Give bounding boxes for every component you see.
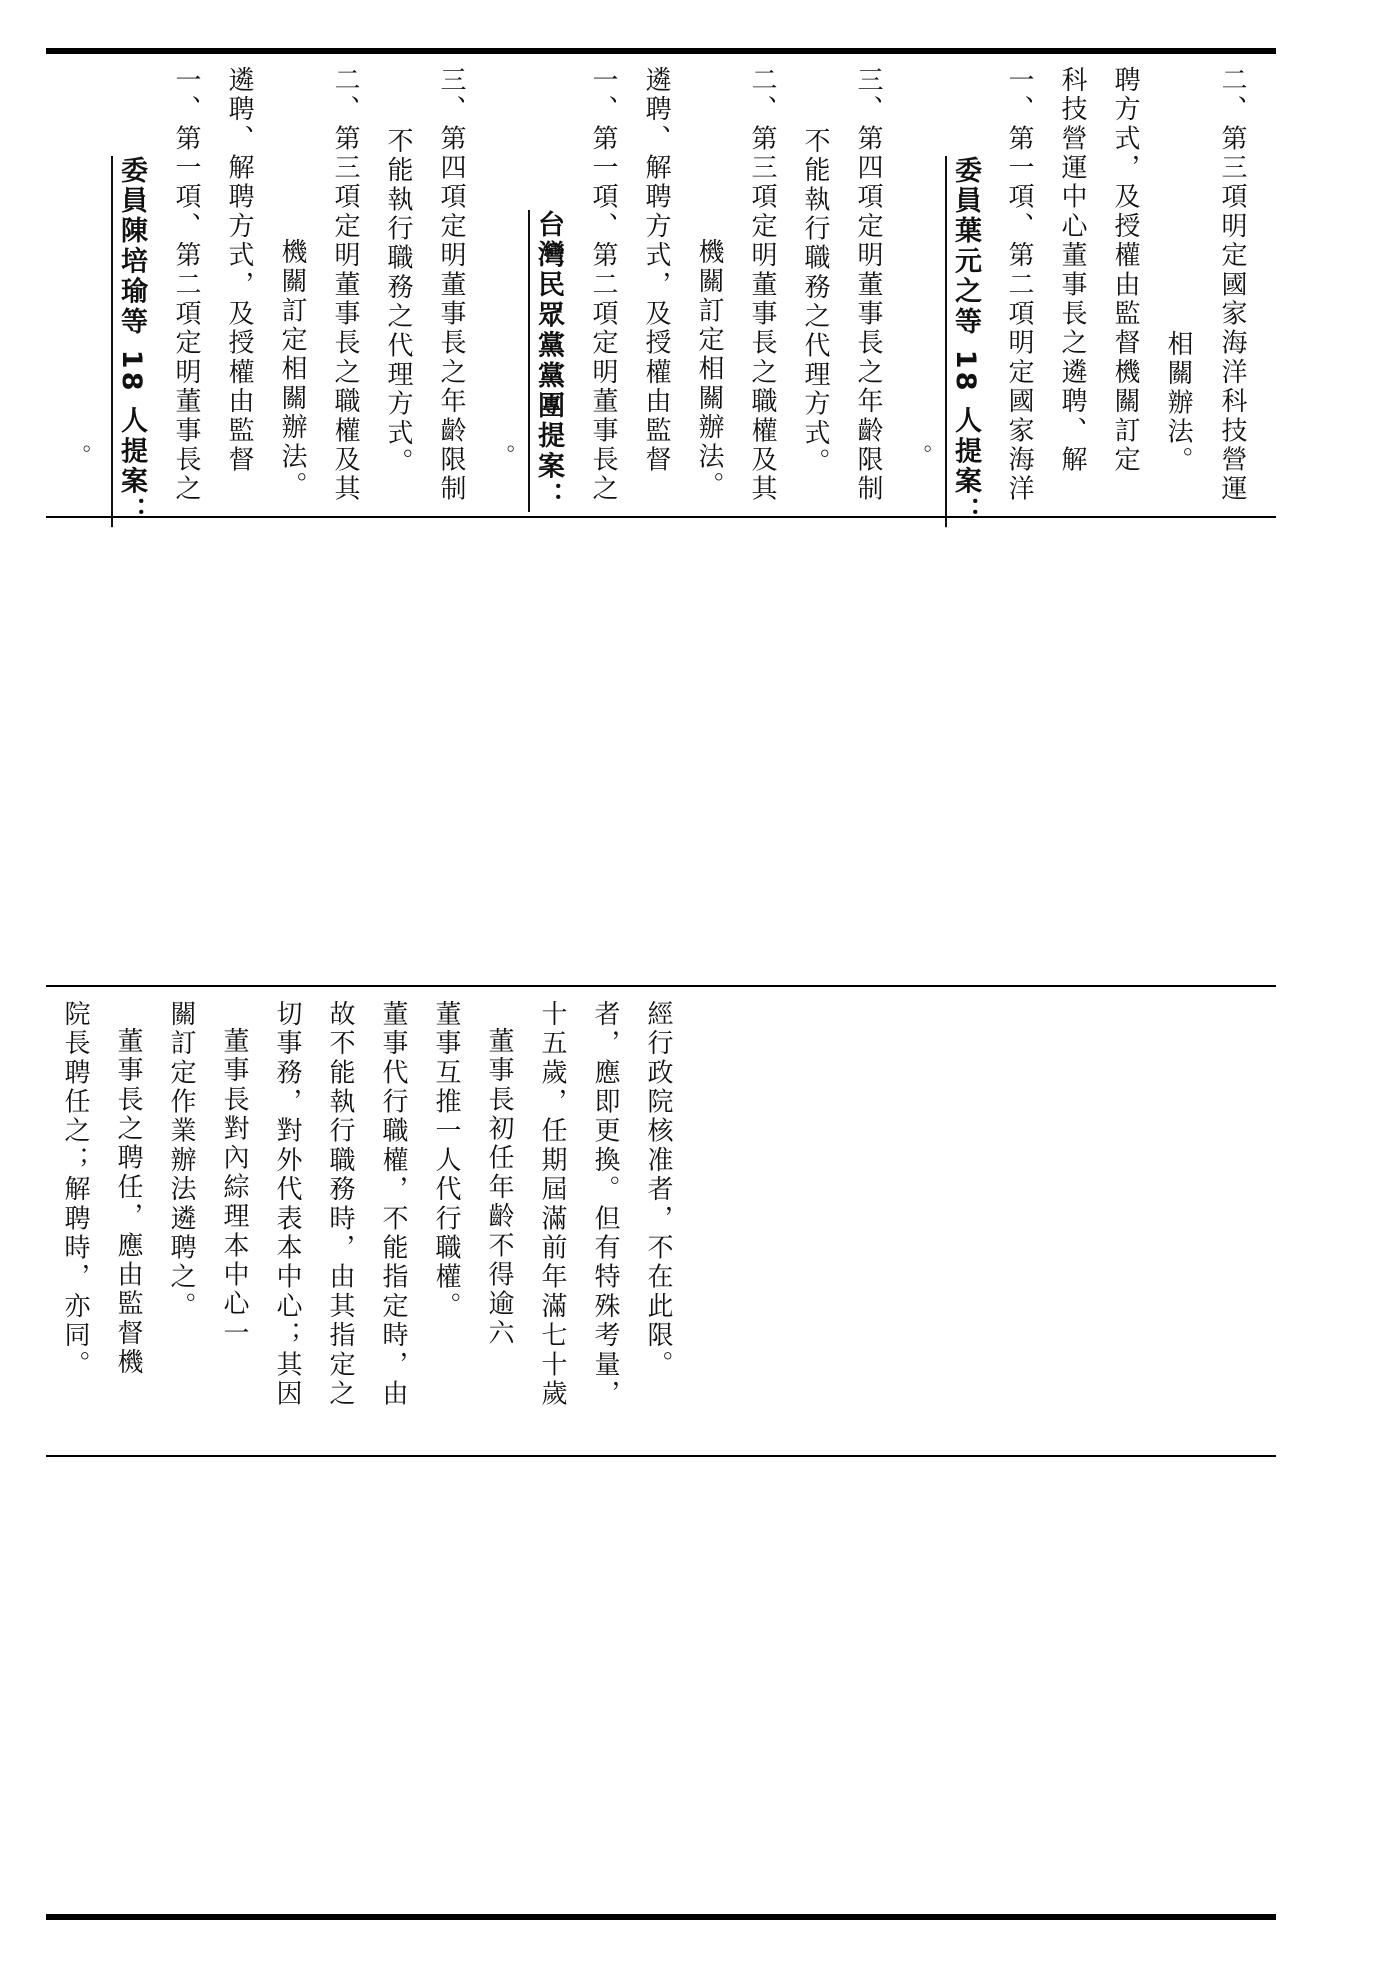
tpp-line: 一、第一項、第二項定明董事長之: [588, 66, 618, 504]
bottom-rule: [46, 1914, 1276, 1920]
middle-divider-rule: [46, 985, 1276, 987]
tpp-end-period: 。: [907, 444, 932, 470]
tpp-line: 不能執行職務之代理方式。: [800, 127, 830, 478]
upper-divider-rule: [46, 516, 1276, 518]
statute-line: 董事長之聘任，應由監督機: [113, 1027, 143, 1378]
statute-line: 切事務，對外代表本中心；其因: [272, 1000, 302, 1409]
lower-divider-rule: [46, 1455, 1276, 1457]
statute-line: 者，應即更換。但有特殊考量，: [590, 1000, 620, 1409]
statute-line: 董事互推一人代行職權。: [431, 1000, 461, 1322]
statute-line: 經行政院核准者，不在此限。: [643, 1000, 673, 1380]
tpp-line: 遴聘、解聘方式，及授權由監督: [641, 66, 671, 475]
chen-line: 不能執行職務之代理方式。: [383, 127, 413, 478]
trailing-period: 。: [66, 444, 91, 470]
chen-line: 機關訂定相關辦法。: [277, 238, 307, 501]
chen-line: 一、第一項、第二項定明董事長之: [171, 66, 201, 504]
chen-line: 二、第三項定明董事長之職權及其: [330, 66, 360, 504]
ye-line: 二、第三項明定國家海洋科技營運: [1217, 66, 1247, 504]
ye-line: 相關辦法。: [1163, 330, 1193, 476]
tpp-caucus-heading: 台灣民眾黨黨團提案：: [533, 210, 564, 512]
chen-proposal-heading: 委員陳培瑜等 18 人提案：: [116, 156, 147, 528]
tpp-line: 三、第四項定明董事長之年齡限制: [853, 66, 883, 504]
statute-line: 董事長初任年齡不得逾六: [484, 1027, 514, 1349]
chen-line: 三、第四項定明董事長之年齡限制: [436, 66, 466, 504]
tpp-line: 二、第三項定明董事長之職權及其: [747, 66, 777, 504]
tpp-line: 機關訂定相關辦法。: [694, 238, 724, 501]
ye-line: 一、第一項、第二項明定國家海洋: [1004, 66, 1034, 504]
chen-line: 遴聘、解聘方式，及授權由監督: [224, 66, 254, 475]
statute-line: 董事長對內綜理本中心一: [219, 1027, 249, 1349]
ye-line: 聘方式，及授權由監督機關訂定: [1110, 66, 1140, 475]
statute-line: 十五歲，任期屆滿前年滿七十歲: [537, 1000, 567, 1409]
statute-line: 院長聘任之；解聘時，亦同。: [60, 1000, 90, 1380]
chen-end-period: 。: [490, 444, 515, 470]
statute-line: 關訂定作業辦法遴聘之。: [166, 1000, 196, 1322]
statute-line: 董事代行職權，不能指定時，由: [378, 1000, 408, 1409]
top-rule: [46, 48, 1276, 54]
statute-line: 故不能執行職務時，由其指定之: [325, 1000, 355, 1409]
ye-line: 科技營運中心董事長之遴聘、解: [1057, 66, 1087, 475]
ye-proposal-heading: 委員葉元之等 18 人提案：: [950, 156, 981, 528]
